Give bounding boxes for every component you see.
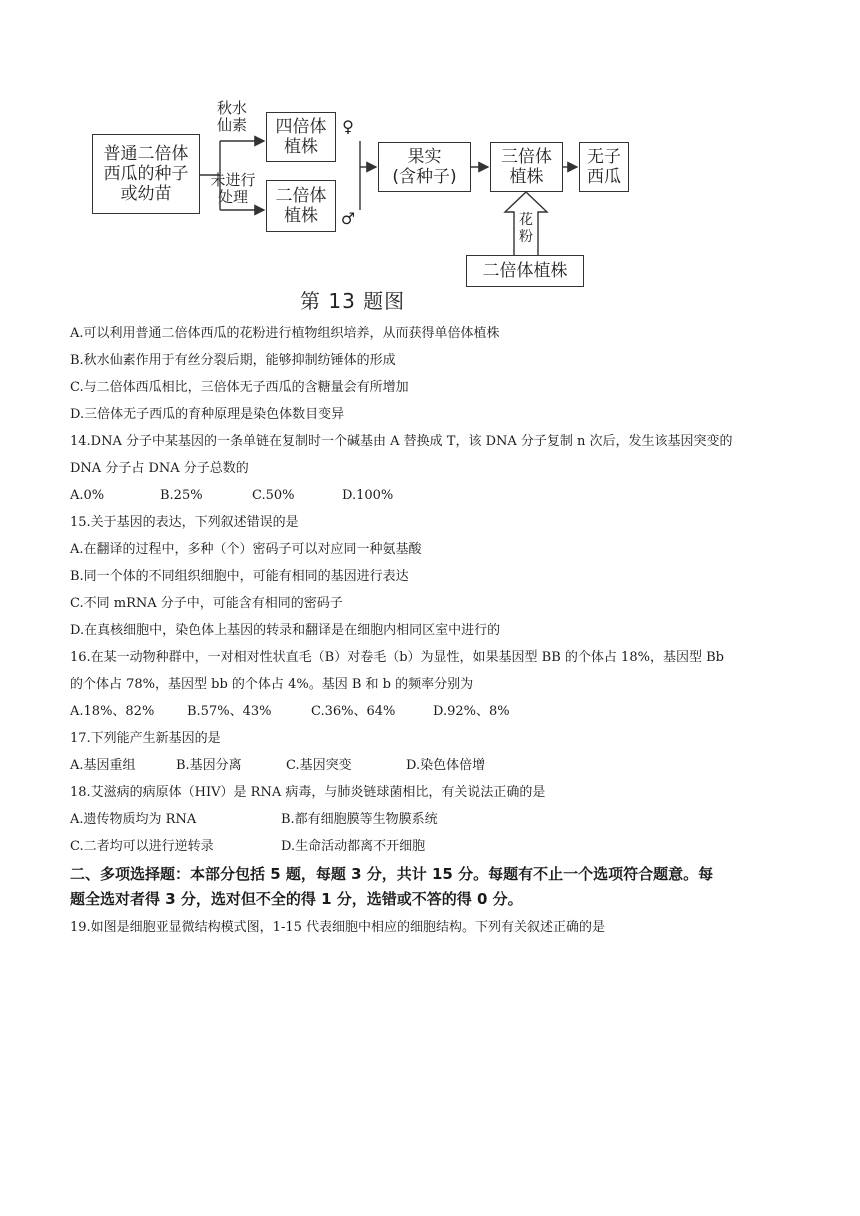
diploid-box-line1: 二倍体: [275, 186, 327, 206]
female-symbol: ♀: [342, 117, 354, 136]
colchicine-label-line2: 仙素: [216, 116, 247, 134]
untreated-label: [204, 172, 262, 206]
q18-option-c: C.二者均可以进行逆转录: [70, 839, 214, 854]
q18-option-d: D.生命活动都离不开细胞: [281, 839, 426, 854]
seed-box-line1: 普通二倍体: [103, 144, 189, 164]
section2-header-line1: 二、多项选择题：本部分包括 5 题，每题 3 分，共计 15 分。每题有不止一个选项符合题意。每: [70, 865, 714, 883]
tetraploid-box: [266, 112, 336, 162]
triploid-box-line1: 三倍体: [501, 147, 552, 167]
q15-option-c: C.不同 mRNA 分子中，可能含有相同的密码子: [70, 596, 343, 611]
q19-stem: 19.如图是细胞亚显微结构模式图，1-15 代表细胞中相应的细胞结构。下列有关叙述正确的是: [70, 920, 606, 935]
diploid-box: [266, 180, 336, 232]
q18-option-b: B.都有细胞膜等生物膜系统: [281, 812, 438, 827]
seedless-box-line2: 西瓜: [587, 167, 621, 187]
pollen-label: [517, 212, 535, 246]
tetraploid-box-line2: 植株: [284, 137, 318, 157]
untreated-label-line1: 未进行: [210, 171, 256, 189]
pollen-label-line1: 花: [519, 212, 533, 228]
q16-option-d: D.92%、8%: [433, 704, 510, 719]
q17-stem: 17.下列能产生新基因的是: [70, 731, 221, 746]
diploid-box-line2: 植株: [284, 206, 318, 226]
q16-option-c: C.36%、64%: [311, 704, 396, 719]
fruit-box-line2: (含种子): [392, 167, 457, 187]
seedless-box: [579, 142, 629, 192]
fruit-box: [378, 142, 471, 192]
q14-option-c: C.50%: [252, 488, 295, 503]
q15-option-a: A.在翻译的过程中，多种（个）密码子可以对应同一种氨基酸: [70, 542, 422, 557]
pollen-label-line2: 粉: [519, 229, 533, 245]
q13-option-d: D.三倍体无子西瓜的育种原理是染色体数目变异: [70, 407, 345, 422]
q18-stem: 18.艾滋病的病原体（HIV）是 RNA 病毒，与肺炎链球菌相比，有关说法正确的是: [70, 785, 546, 800]
figure-caption: 第 13 题图: [300, 289, 406, 313]
q13-option-a: A.可以利用普通二倍体西瓜的花粉进行植物组织培养，从而获得单倍体植株: [70, 326, 500, 341]
triploid-box: [490, 142, 563, 192]
male-symbol: ♂: [340, 209, 356, 228]
q13-option-b: B.秋水仙素作用于有丝分裂后期，能够抑制纺锤体的形成: [70, 353, 396, 368]
q16-stem-line1: 16.在某一动物种群中，一对相对性状直毛（B）对卷毛（b）为显性，如果基因型 BB 的个体占 18%，基因型 Bb: [70, 650, 724, 665]
q14-options: [70, 487, 393, 504]
q16-option-a: A.18%、82%: [70, 704, 155, 719]
seed-box: [92, 134, 200, 214]
triploid-box-line2: 植株: [509, 167, 544, 187]
untreated-label-line2: 处理: [217, 188, 248, 206]
seed-box-line3: 或幼苗: [120, 184, 172, 204]
q15-option-b: B.同一个体的不同组织细胞中，可能有相同的基因进行表达: [70, 569, 409, 584]
q14-option-b: B.25%: [160, 488, 203, 503]
q15-option-d: D.在真核细胞中，染色体上基因的转录和翻译是在细胞内相同区室中进行的: [70, 623, 501, 638]
q18-options-row1: [70, 811, 438, 828]
q14-stem-line2: DNA 分子占 DNA 分子总数的: [70, 461, 249, 476]
fruit-box-line1: 果实: [407, 147, 442, 167]
q17-option-d: D.染色体倍增: [406, 758, 486, 773]
breeding-diagram: [80, 92, 621, 317]
q16-options: [70, 703, 510, 720]
q15-stem: 15.关于基因的表达，下列叙述错误的是: [70, 515, 299, 530]
seedless-box-line1: 无子: [587, 147, 621, 167]
q14-option-d: D.100%: [342, 488, 394, 503]
q13-option-c: C.与二倍体西瓜相比，三倍体无子西瓜的含糖量会有所增加: [70, 380, 409, 395]
q14-stem-line1: 14.DNA 分子中某基因的一条单链在复制时一个碱基由 A 替换成 T，该 DNA 分子复制 n 次后，发生该基因突变的: [70, 434, 733, 449]
q18-options-row2: [70, 838, 425, 855]
tetraploid-box-line1: 四倍体: [275, 117, 327, 137]
q18-option-a: A.遗传物质均为 RNA: [70, 812, 197, 827]
diploid-plant-box: 二倍体植株: [466, 255, 584, 287]
q17-option-c: C.基因突变: [286, 758, 352, 773]
colchicine-label-line1: 秋水: [216, 99, 247, 117]
q17-options: [70, 757, 485, 774]
colchicine-label: [212, 100, 252, 134]
q17-option-a: A.基因重组: [70, 758, 136, 773]
q16-option-b: B.57%、43%: [187, 704, 272, 719]
q14-option-a: A.0%: [70, 488, 105, 503]
q17-option-b: B.基因分离: [176, 758, 242, 773]
q16-stem-line2: 的个体占 78%，基因型 bb 的个体占 4%。基因 B 和 b 的频率分别为: [70, 677, 474, 692]
section2-header-line2: 题全选对者得 3 分，选对但不全的得 1 分，选错或不答的得 0 分。: [70, 890, 523, 908]
seed-box-line2: 西瓜的种子: [103, 164, 189, 184]
